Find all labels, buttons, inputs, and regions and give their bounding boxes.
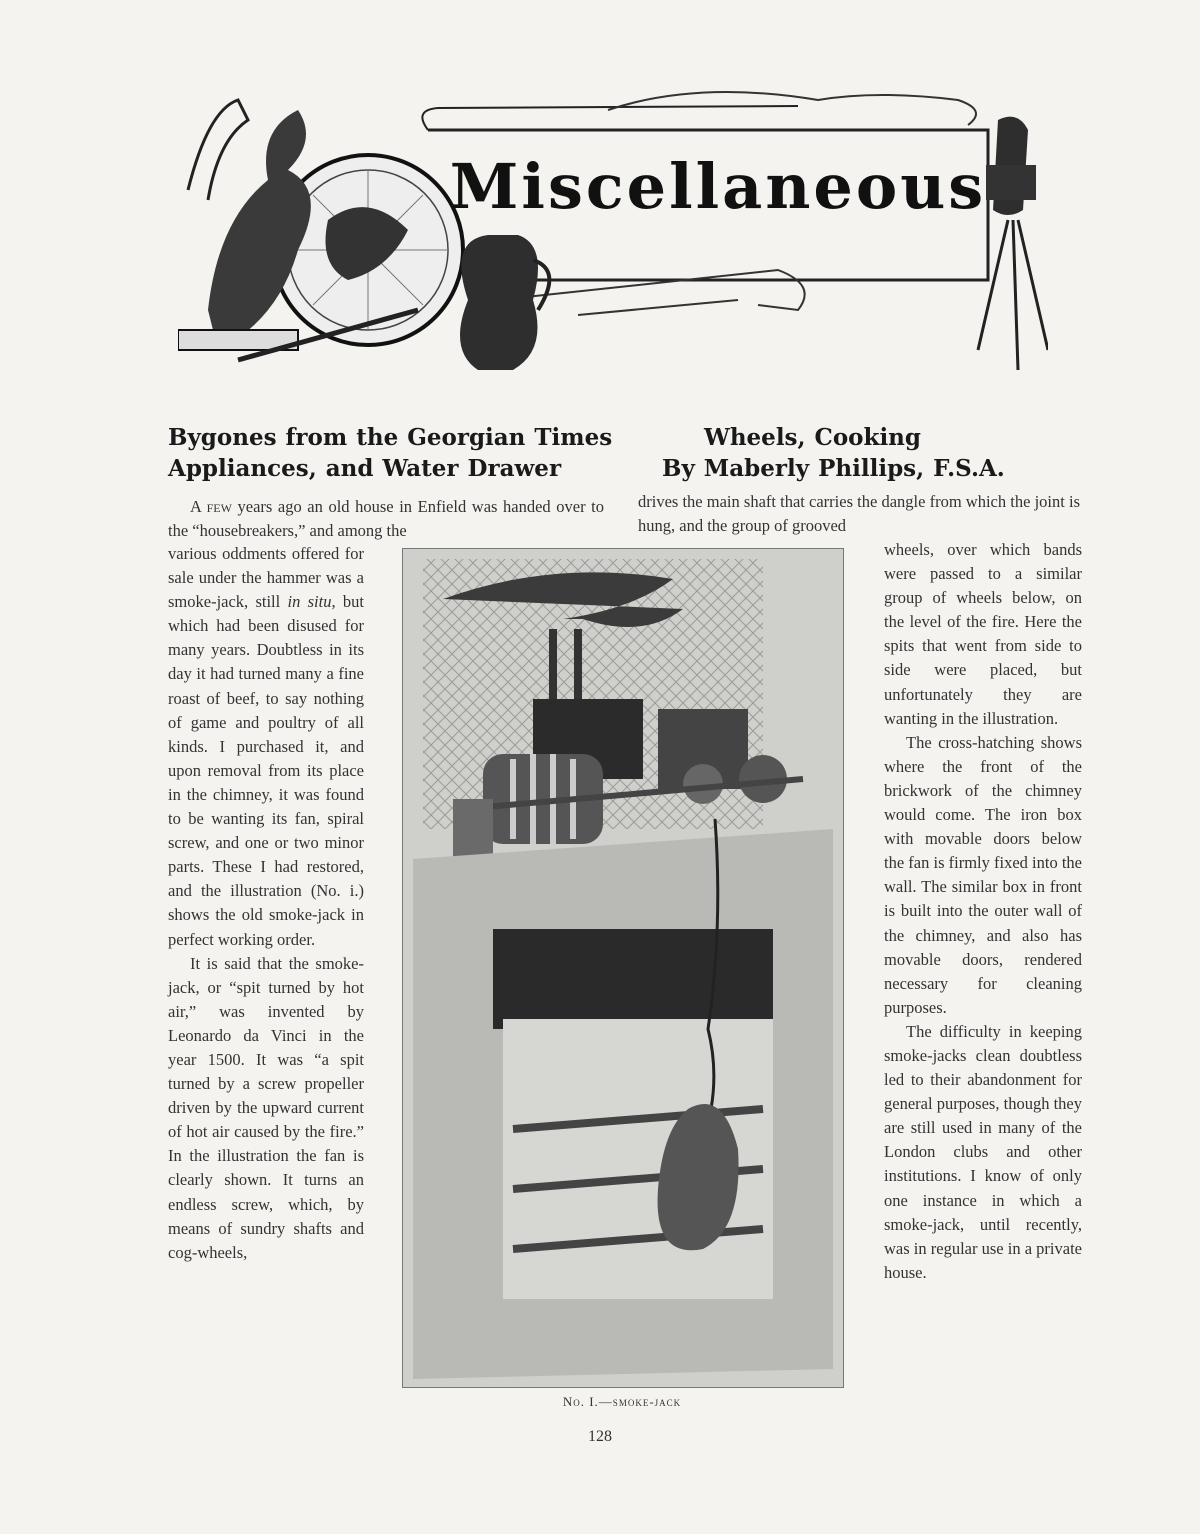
smoke-jack-photo: [402, 548, 844, 1388]
headline-line-1-left: Bygones from the Georgian Times: [168, 424, 613, 451]
paragraph-2: It is said that the smoke-jack, or “spit turned by hot air,” was invented by Leonardo da Vinci in the year 1500. It was “a spit turned by a screw propeller driven by the upward current of hot air caused by the fire.” In the illustration the fan is clearly shown. It turns an endless screw, which, by means of sundry shafts and cog-wheels,: [168, 953, 364, 1262]
banner-title: Miscellaneous: [449, 150, 987, 223]
section-banner: [178, 70, 1048, 390]
banner-illustration: [178, 70, 1048, 390]
drop-lead: A few: [190, 497, 232, 516]
headline-line-1-right: Wheels, Cooking: [704, 424, 921, 451]
headline-line-1: [168, 424, 1088, 451]
column-1-narrow: [168, 542, 364, 1265]
page-number: 128: [588, 1428, 612, 1445]
column-1-full-width: [168, 495, 604, 543]
column-1-full-text: years ago an old house in Enfield was handed over to the “housebreakers,” and among the: [168, 497, 604, 541]
paragraph-3: wheels, over which bands were passed to a similar group of wheels below, on the level of the fire. Here the spits that went from side to side were placed, but unfortunately they are wanting in the illustration.: [884, 540, 1082, 728]
headline-line-2-left: Appliances, and Water Drawer: [168, 455, 562, 482]
paragraph-5: The difficulty in keeping smoke-jacks clean doubtless led to their abandonment for general purposes, though they are still used in many of the London clubs and other institutions. I know of only one instance in which a smoke-jack, until recently, was in regular use in a private house.: [884, 1021, 1082, 1282]
headline-line-2: [168, 455, 1088, 482]
figure-caption: [402, 1394, 842, 1410]
column-2-full-text: drives the main shaft that carries the dangle from which the joint is hung, and the group of grooved: [638, 492, 1080, 536]
column-2-full-width: [638, 490, 1080, 538]
paragraph-1-b: , but which had been disused for many years. Doubtless in its day it had turned many a fine roast of beef, to say nothing of game and poultry of all kinds. I purchased it, and upon removal from its place in the chimney, it was found to be wanting its fan, spiral screw, and one or two minor parts. These I had restored, and the illustration (No. i.) shows the old smoke-jack in perfect working order.: [168, 592, 364, 949]
column-2-narrow: [884, 538, 1082, 1285]
paragraph-4: The cross-hatching shows where the front of the brickwork of the chimney would come. The iron box with movable doors below the fan is firmly fixed into the wall. The similar box in front is built into the outer wall of the chimney, and also has movable doors, rendered necessary for cleaning purposes.: [884, 732, 1082, 1017]
figure-caption-text: No. I.—smoke-jack: [562, 1394, 682, 1409]
byline: By Maberly Phillips, F.S.A.: [662, 455, 1005, 482]
paragraph-1-a: various oddments offered for sale under the hammer was a smoke-jack, still: [168, 544, 364, 612]
italic-in-situ: in situ: [287, 592, 332, 612]
